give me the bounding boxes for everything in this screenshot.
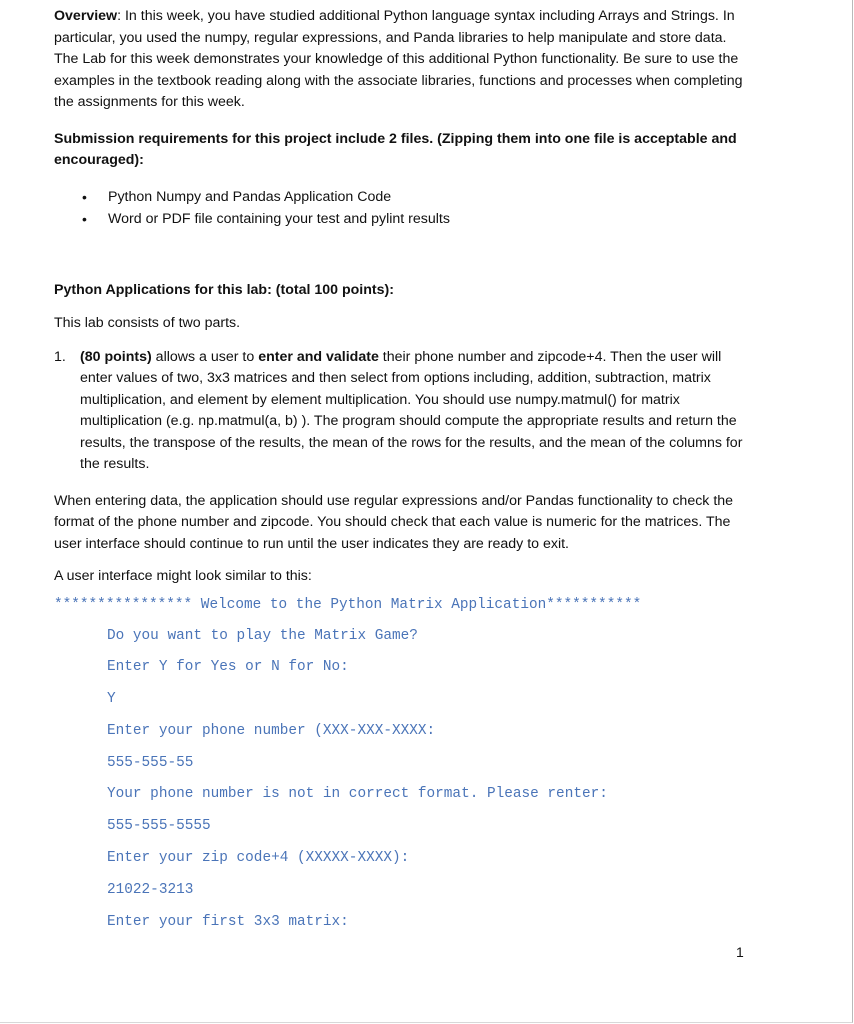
- console-example: [54, 594, 754, 933]
- console-line: Do you want to play the Matrix Game?: [107, 627, 418, 644]
- console-line: 555-555-55: [107, 754, 194, 771]
- submission-file-list: [54, 186, 754, 230]
- console-line: Enter Y for Yes or N for No:: [107, 659, 349, 676]
- console-welcome-line: **************** Welcome to the Python Matrix Application***********: [54, 596, 642, 613]
- console-line: 555-555-5555: [107, 818, 211, 835]
- submission-heading: Submission requirements for this project include 2 files. (Zipping them into one file is acceptable and encouraged):: [54, 130, 737, 168]
- overview-text: : In this week, you have studied additional Python language syntax including Arrays and Strings. In particular, you used the numpy, regular expressions, and Panda libraries to help manipulate and store data. The Lab for this week demonstrates your knowledge of this additional Python functionality. Be sure to use the examples in the textbook reading along with the associate libraries, functions and processes when completing the assignments for this week.: [54, 8, 743, 110]
- page-number: 1: [736, 944, 744, 960]
- lab-parts-intro: This lab consists of two parts.: [54, 315, 241, 331]
- console-line: 21022-3213: [107, 881, 194, 898]
- applications-heading: Python Applications for this lab: (total 100 points):: [54, 281, 394, 298]
- overview-label: Overview: [54, 8, 118, 24]
- list-item: [54, 208, 754, 230]
- bullet-icon: •: [82, 210, 87, 227]
- console-line: Enter your first 3x3 matrix:: [107, 913, 349, 930]
- bullet-icon: •: [82, 188, 87, 205]
- item-text-a: allows a user to: [151, 348, 259, 365]
- console-line: Your phone number is not in correct format. Please renter:: [107, 786, 608, 803]
- document-body: [54, 6, 754, 943]
- overview-paragraph: [54, 6, 754, 114]
- list-item: [54, 186, 754, 208]
- list-item-label: Word or PDF file containing your test and pylint results: [108, 210, 450, 227]
- list-item-label: Python Numpy and Pandas Application Code: [108, 188, 392, 205]
- console-line: Enter your phone number (XXX-XXX-XXXX:: [107, 722, 436, 739]
- item-emphasis: enter and validate: [258, 348, 379, 365]
- item-number: 1.: [54, 348, 66, 365]
- data-entry-paragraph: When entering data, the application should use regular expressions and/or Pandas functionality to check the format of the phone number and zipcode. You should check that each value is numeric for the matrices. The user interface should continue to run until the user indicates they are ready to exit.: [54, 492, 734, 552]
- console-line: Enter your zip code+4 (XXXXX-XXXX):: [107, 850, 410, 867]
- console-lines: [54, 626, 754, 933]
- console-line: Y: [107, 691, 116, 708]
- numbered-item-1: [54, 347, 754, 476]
- item-points: (80 points): [80, 348, 152, 365]
- ui-intro-paragraph: A user interface might look similar to this:: [54, 568, 312, 584]
- item-text-c: their phone number and zipcode+4. Then the user will enter values of two, 3x3 matrices and then select from options including, addition, subtraction, matrix multiplication, and element by element multiplication. You should use numpy.matmul() for matrix multiplication (e.g. np.matmul(a, b) ). The program should compute the appropriate results and return the results, the transpose of the results, the mean of the rows for the results, and the mean of the columns for the results.: [80, 348, 743, 472]
